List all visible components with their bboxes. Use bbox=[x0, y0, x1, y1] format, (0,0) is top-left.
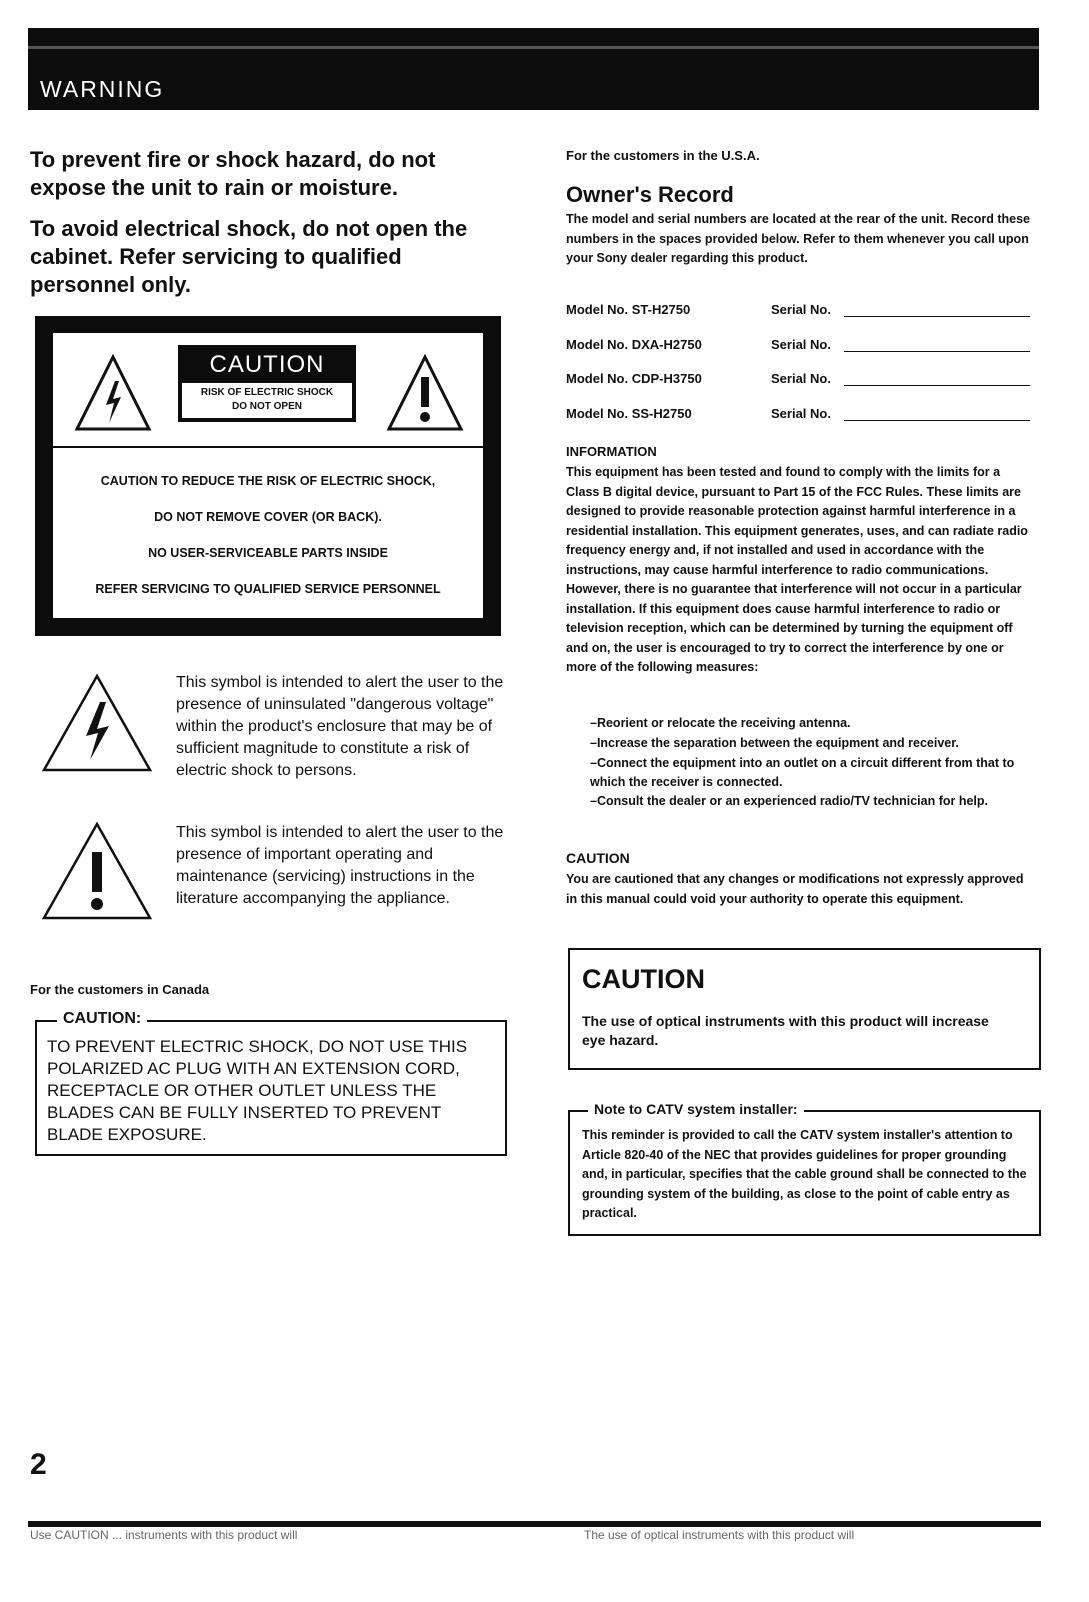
caution-instruction-line: DO NOT REMOVE COVER (OR BACK). bbox=[154, 510, 382, 524]
measure-item: –Connect the equipment into an outlet on a circuit different from that to which the receiver is connected. bbox=[590, 756, 1015, 789]
exclamation-triangle-icon bbox=[385, 353, 465, 433]
caution-instruction-line: REFER SERVICING TO QUALIFIED SERVICE PERSONNEL bbox=[95, 582, 441, 596]
measure-item: –Reorient or relocate the receiving antenna. bbox=[590, 716, 851, 730]
owners-record-title: Owner's Record bbox=[566, 182, 734, 207]
lightning-symbol-icon bbox=[40, 672, 154, 774]
warning-line: expose the unit to rain or moisture. bbox=[30, 175, 398, 200]
canada-caution-box bbox=[35, 1010, 507, 1156]
warning-line: To avoid electrical shock, do not open the bbox=[30, 216, 468, 241]
caution-label-panel bbox=[35, 316, 501, 636]
caution-label-sub2: DO NOT OPEN bbox=[231, 401, 302, 412]
serial-label: Serial No. bbox=[771, 371, 831, 386]
footer-ghost-text: Use CAUTION ... instruments with this product will bbox=[30, 1528, 298, 1542]
usa-heading: For the customers in the U.S.A. bbox=[566, 148, 760, 163]
serial-label: Serial No. bbox=[771, 406, 831, 421]
canada-caution-legend: CAUTION: bbox=[57, 1010, 147, 1028]
serial-number-blank bbox=[844, 316, 1030, 317]
caution-panel-bottom bbox=[53, 448, 483, 618]
fcc-caution-heading: CAUTION bbox=[566, 850, 630, 866]
caution-label-subtext bbox=[182, 383, 352, 418]
information-text: This equipment has been tested and found to comply with the limits for a Class B digital device, pursuant to Part 15 of the FCC Rules. These limits are designed to provide reasonable protection against harmful interference in a residential installation. This equipment generates, uses, and can radiate radio frequency energy and, if not installed and used in accordance with the instructions, may cause harmful interference to radio communications. However, there is no guarantee that interference will not occur in a particular installation. If this equipment does cause harmful interference to radio or television reception, which can be determined by turning the equipment off and on, the user is encouraged to try to correct the interference by one or more of the following measures: bbox=[566, 465, 1028, 674]
exclamation-symbol-icon bbox=[40, 820, 154, 922]
serial-label: Serial No. bbox=[771, 302, 831, 317]
optical-caution-box bbox=[568, 948, 1041, 1070]
lightning-symbol-description: This symbol is intended to alert the user to the presence of uninsulated "dangerous voltage" within the product's enclosure that may be of sufficient magnitude to constitute a risk of electric shock to persons. bbox=[176, 674, 504, 779]
caution-instruction-line: CAUTION TO REDUCE THE RISK OF ELECTRIC SHOCK, bbox=[100, 474, 436, 488]
warning-line: cabinet. Refer servicing to qualified bbox=[30, 244, 402, 269]
page-title: WARNING bbox=[40, 76, 165, 102]
header-rule bbox=[28, 46, 1039, 49]
model-label: Model No. DXA-H2750 bbox=[566, 337, 702, 352]
caution-panel-top bbox=[53, 333, 483, 446]
caution-label bbox=[178, 345, 356, 422]
serial-number-blank bbox=[844, 385, 1030, 386]
model-row bbox=[566, 406, 1036, 426]
owners-record-text: The model and serial numbers are located at the rear of the unit. Record these numbers in the spaces provided below. Refer to them whenever you call upon your Sony dealer regarding this product. bbox=[566, 212, 1031, 265]
fcc-caution-text: You are cautioned that any changes or modifications not expressly approved in this manual could void your authority to operate this equipment. bbox=[566, 872, 1024, 906]
information-heading: INFORMATION bbox=[566, 444, 657, 459]
exclamation-symbol-description: This symbol is intended to alert the user to the presence of important operating and maintenance (servicing) instructions in the literature accompanying the appliance. bbox=[176, 824, 504, 907]
page-number: 2 bbox=[30, 1448, 47, 1481]
catv-note-legend: Note to CATV system installer: bbox=[588, 1101, 804, 1117]
warning-header-bar bbox=[28, 28, 1039, 110]
canada-caution-body: TO PREVENT ELECTRIC SHOCK, DO NOT USE THIS POLARIZED AC PLUG WITH AN EXTENSION CORD, RECEPTACLE OR OTHER OUTLET UNLESS THE BLADES CAN BE FULLY INSERTED TO PREVENT BLADE EXPOSURE. bbox=[47, 1037, 468, 1144]
model-row bbox=[566, 337, 1036, 357]
footer-rule bbox=[28, 1521, 1041, 1527]
caution-label-title: CAUTION bbox=[209, 351, 325, 378]
serial-number-blank bbox=[844, 420, 1030, 421]
canada-heading: For the customers in Canada bbox=[30, 982, 210, 997]
model-label: Model No. CDP-H3750 bbox=[566, 371, 702, 386]
serial-number-blank bbox=[844, 351, 1030, 352]
warning-line: personnel only. bbox=[30, 272, 191, 297]
model-row bbox=[566, 371, 1036, 391]
model-row bbox=[566, 302, 1036, 322]
model-label: Model No. ST-H2750 bbox=[566, 302, 691, 317]
caution-instruction-line: NO USER-SERVICEABLE PARTS INSIDE bbox=[148, 546, 388, 560]
optical-caution-body: The use of optical instruments with this product will increase eye hazard. bbox=[582, 1013, 989, 1048]
measure-item: –Consult the dealer or an experienced radio/TV technician for help. bbox=[590, 794, 989, 808]
lightning-triangle-icon bbox=[73, 353, 153, 433]
optical-caution-title: CAUTION bbox=[582, 964, 705, 994]
footer-ghost-text: The use of optical instruments with this product will bbox=[584, 1528, 855, 1542]
model-label: Model No. SS-H2750 bbox=[566, 406, 692, 421]
catv-note-body: This reminder is provided to call the CATV system installer's attention to Article 820-40 of the NEC that provides guidelines for proper grounding and, in particular, specifies that the cable ground shall be connected to the grounding system of the building, as close to the point of cable entry as practical. bbox=[582, 1128, 1027, 1220]
serial-label: Serial No. bbox=[771, 337, 831, 352]
measure-item: –Increase the separation between the equipment and receiver. bbox=[590, 736, 959, 750]
catv-note-box bbox=[568, 1101, 1041, 1236]
warning-line: To prevent fire or shock hazard, do not bbox=[30, 147, 436, 172]
caution-label-sub1: RISK OF ELECTRIC SHOCK bbox=[200, 387, 334, 398]
